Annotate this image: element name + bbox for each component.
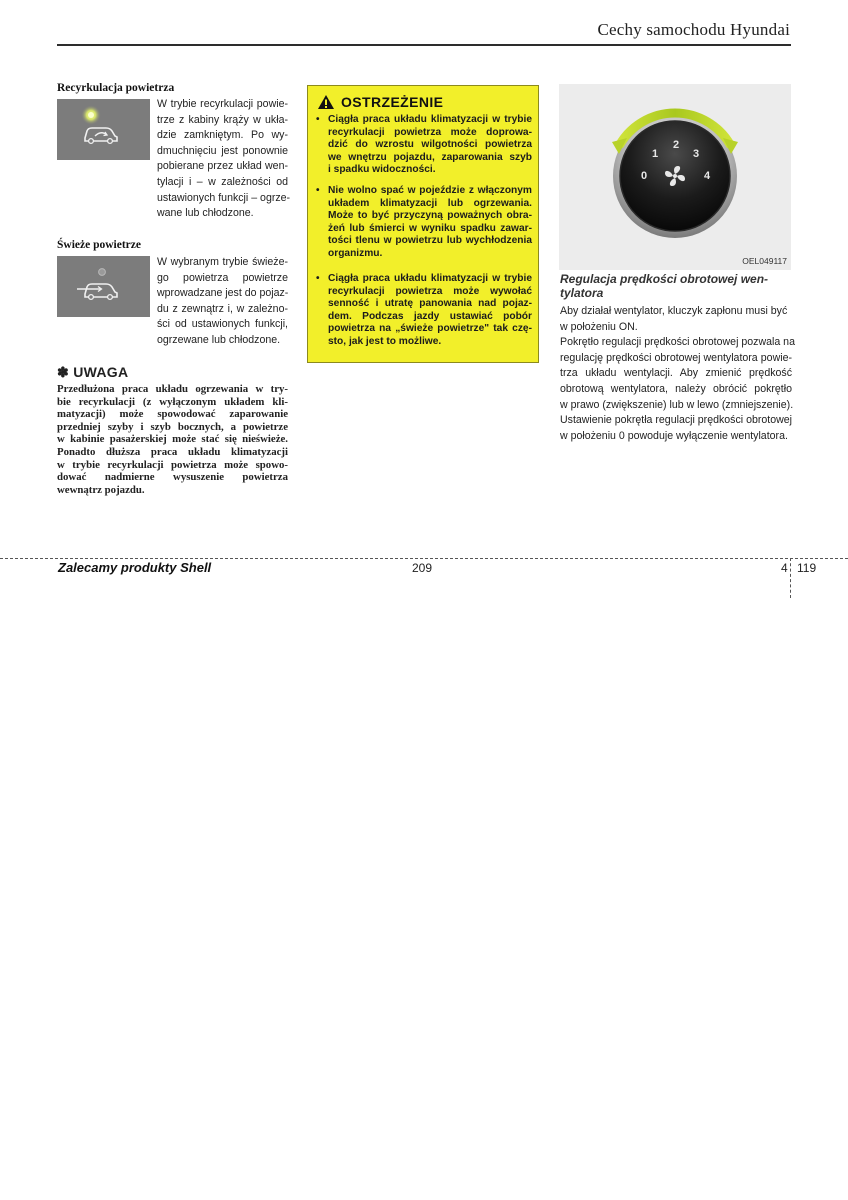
knob-label-3: 3 <box>692 148 700 160</box>
fan-speed-caption <box>560 273 792 300</box>
note-line: Przedłużona praca układu ogrzewania w try- <box>57 383 288 395</box>
warning-line: recyrkulacji powietrza może wywołać <box>328 285 532 297</box>
fresh-line: W wybranym trybie świeże- <box>157 256 288 268</box>
fresh-air-icon-panel <box>57 256 150 317</box>
warning-triangle-icon <box>317 94 335 110</box>
warning-line: we wnętrzu pojazdu, zaparowania szyb <box>328 151 532 163</box>
knob-label-0: 0 <box>640 170 648 182</box>
fan-line: obrotową wentylatora, należy obrócić pokrętło <box>560 382 792 395</box>
caption-line: Regulacja prędkości obrotowej wen- <box>560 272 769 286</box>
note-line: wewnątrz pojazdu. <box>57 483 145 496</box>
fan-line: regulację prędkości obrotowej wentylatora powie- <box>560 351 792 364</box>
recirculation-text <box>157 97 291 222</box>
recirc-line: pobierane przez układ wen- <box>157 160 288 173</box>
warning-title: OSTRZEŻENIE <box>341 94 444 110</box>
recirc-line: ustawionych funkcji – ogrze- <box>157 191 291 204</box>
warning-line: Ciągła praca układu klimatyzacji w trybie <box>328 273 532 284</box>
fresh-air-heading: Świeże powietrze <box>57 239 141 251</box>
fan-line: trza układu wentylacji. Aby zmienić prędkość <box>560 367 792 380</box>
fresh-line: ogrzewane lub chłodzone. <box>157 333 281 346</box>
fresh-line: du z zewnątrz i, w zależno- <box>157 302 288 315</box>
page-header-title: Cechy samochodu Hyundai <box>597 20 790 39</box>
warning-bullet: • <box>316 114 320 125</box>
warning-bullet: • <box>316 185 320 196</box>
warning-item-3 <box>328 273 532 349</box>
note-line: bie recyrkulacji (z wyłączonym układem kli- <box>57 395 288 408</box>
warning-line: tości tlenu w powietrzu lub wychłodzenia <box>328 235 532 247</box>
note-line: matyzacji) może spowodować zaparowanie <box>57 408 288 421</box>
fan-speed-knob-illustration <box>559 84 791 270</box>
note-line: dować nadmierne wysuszenie powietrza <box>57 471 288 484</box>
warning-line: sto, jak jest to możliwe. <box>328 335 442 347</box>
fan-speed-text <box>560 304 795 444</box>
recirc-line: dzie zamkniętym. Po wy- <box>157 129 288 142</box>
warning-line: Może to być przyczyną poważnych obra- <box>328 210 532 222</box>
fan-speed-knob-photo <box>559 84 791 270</box>
warning-line: organizmu. <box>328 247 383 259</box>
photo-reference-code: OEL049117 <box>742 256 787 266</box>
fresh-line: ści od ustawionych funkcji, <box>157 318 288 331</box>
warning-item-1 <box>328 114 532 177</box>
fan-line: w położeniu ON. <box>560 320 638 333</box>
footer-page-number: 119 <box>797 561 817 575</box>
warning-box <box>307 85 539 363</box>
note-line: Ponadto dłuższa praca układu klimatyzacji <box>57 445 288 458</box>
footer-dashed-rule <box>0 558 848 559</box>
note-line: w kabinie pasażerskiej może stać się nieświeże. <box>57 433 288 446</box>
fan-line: w prawo (zwiększenie) lub w lewo (zmniejszenie). <box>560 398 794 411</box>
knob-label-1: 1 <box>651 148 659 160</box>
recirc-line: dmuchnięciu jest ponownie <box>157 144 288 157</box>
note-body <box>57 383 288 496</box>
warning-line: układem klimatyzacji lub ogrzewania. <box>328 197 532 209</box>
recirculation-icon-panel <box>57 99 150 160</box>
warning-line: Ciągła praca układu klimatyzacji w trybie <box>328 114 532 125</box>
warning-bullet: • <box>316 273 320 284</box>
fresh-line: wprowadzane jest do pojaz- <box>157 287 289 300</box>
recirc-line: tylacji i – w zależności od <box>157 175 288 188</box>
note-title-text: UWAGA <box>73 364 129 380</box>
recirc-line: wane lub chłodzone. <box>157 207 254 220</box>
fresh-line: go powietrza powietrze <box>157 271 288 284</box>
knob-label-2: 2 <box>672 139 680 151</box>
recirculation-heading: Recyrkulacja powietrza <box>57 82 175 94</box>
warning-item-2 <box>328 185 532 261</box>
fan-line: Pokrętło regulacji prędkości obrotowej pozwala na <box>560 336 795 349</box>
note-asterisk-icon: ✽ <box>57 364 70 380</box>
fan-line: Aby działał wentylator, kluczyk zapłonu musi być <box>560 305 788 317</box>
footer-chapter-number: 4 <box>781 561 788 575</box>
warning-line: Nie wolno spać w pojeździe z włączonym <box>328 185 532 196</box>
note-line: przedniej szyby i szyb bocznych, a powietrze <box>57 420 288 433</box>
footer-scan-page-number: 209 <box>412 561 433 575</box>
fan-line: w położeniu 0 powoduje wyłączenie wentylatora. <box>560 429 788 442</box>
warning-line: i spadku widoczności. <box>328 164 436 176</box>
fan-line: Ustawienie pokrętła regulacji prędkości obrotowej <box>560 414 793 427</box>
knob-label-4: 4 <box>703 170 711 182</box>
note-title <box>57 364 128 381</box>
warning-line: dzić do wzrostu wilgotności powietrza <box>328 139 532 151</box>
header-rule <box>57 44 791 46</box>
warning-line: recyrkulacji powietrza może doprowa- <box>328 126 532 138</box>
note-line: w trybie recyrkulacji powietrza może spowo- <box>57 458 288 471</box>
warning-line: senność i utratę panowania nad pojaz- <box>328 298 532 310</box>
warning-line: żeń lub śmierci w wyniku spadku zawar- <box>328 222 532 234</box>
caption-line: tylatora <box>560 285 604 300</box>
warning-line: dem. Podczas jazdy ustawiać pobór <box>328 310 532 322</box>
footer-shell-note: Zalecamy produkty Shell <box>58 560 212 575</box>
fresh-air-car-icon <box>57 256 150 317</box>
recirculation-car-icon <box>57 99 150 160</box>
warning-line: powietrza na „świeże powietrze" tak czę- <box>328 323 532 335</box>
fresh-air-text <box>157 255 288 349</box>
footer-dashed-divider <box>790 558 791 598</box>
recirc-line: trze z kabiny krąży w ukła- <box>157 113 288 126</box>
recirc-line: W trybie recyrkulacji powie- <box>157 98 288 110</box>
